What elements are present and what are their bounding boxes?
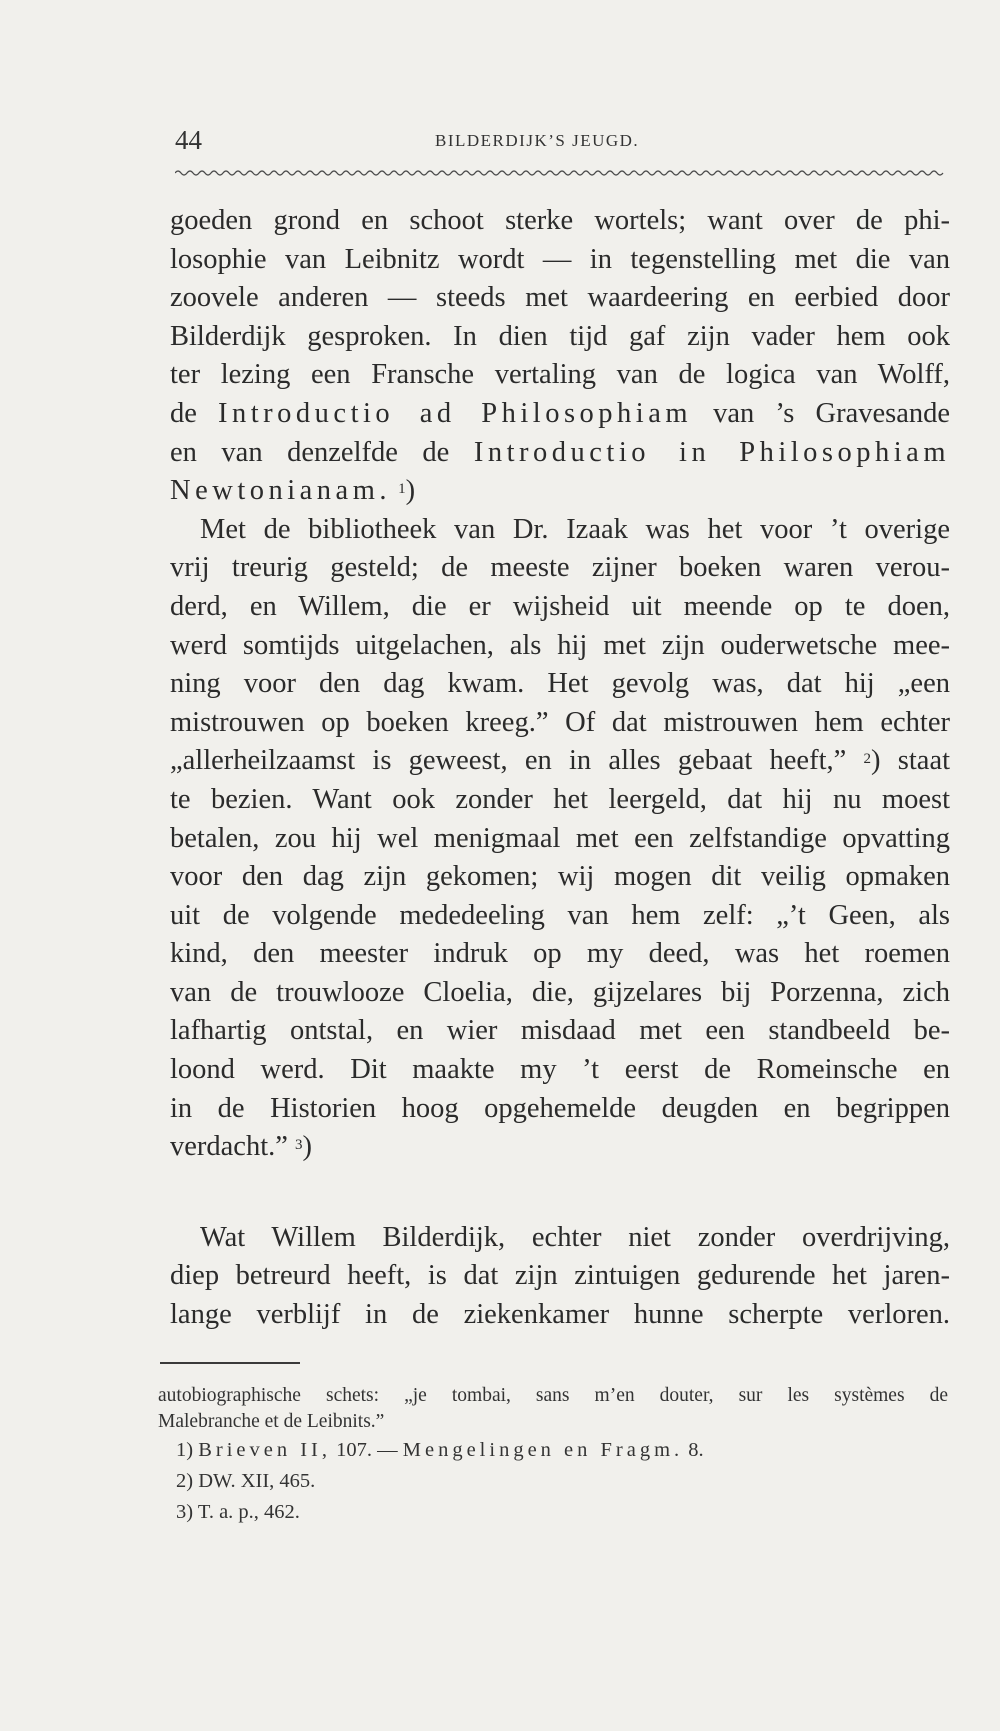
body-line: betalen, zou hij wel menigmaal met een zelfstandige opvatting bbox=[170, 822, 950, 854]
text-segment: ) bbox=[302, 1131, 313, 1163]
body-line: Wat Willem Bilderdijk, echter niet zonder overdrijving, bbox=[200, 1221, 950, 1253]
text-segment: verdacht.” bbox=[170, 1131, 288, 1163]
body-line: Bilderdijk gesproken. In dien tijd gaf zijn vader hem ook bbox=[170, 320, 950, 352]
body-line: lange verblijf in de ziekenkamer hunne scherpte verloren. bbox=[170, 1299, 950, 1331]
footnotes bbox=[158, 1383, 948, 1528]
footnote-1 bbox=[158, 1435, 948, 1466]
text-segment: ) bbox=[405, 475, 416, 507]
body-line: voor den dag zijn gekomen; wij mogen dit veilig opmaken bbox=[170, 861, 950, 893]
body-line: uit de volgende mededeeling van hem zelf: „’t Geen, als bbox=[170, 899, 950, 931]
body-line: van de trouwlooze Cloelia, die, gijzelares bij Porzenna, zich bbox=[170, 976, 950, 1008]
footnote-2: 2) DW. XII, 465. bbox=[176, 1470, 316, 1492]
running-head bbox=[175, 125, 945, 165]
running-title: BILDERDIJK’S JEUGD. bbox=[435, 131, 640, 150]
spaced-title: Newtonianam. bbox=[170, 475, 391, 507]
body-line bbox=[170, 1128, 950, 1167]
footnote-label: 1) bbox=[176, 1439, 194, 1461]
body-line: losophie van Leibnitz wordt — in tegenstelling met die van bbox=[170, 243, 950, 275]
footnote-continuation: Malebranche et de Leibnits.” bbox=[158, 1411, 385, 1432]
body-line: in de Historien hoog opgehemelde deugden en begrippen bbox=[170, 1092, 950, 1124]
body-line: ter lezing een Fransche vertaling van de logica van Wolff, bbox=[170, 359, 950, 391]
page-number: 44 bbox=[175, 125, 202, 155]
text-segment: 8. bbox=[688, 1439, 704, 1461]
text-segment: de bbox=[170, 397, 197, 429]
body-line: goeden grond en schoot sterke wortels; want over de phi- bbox=[170, 205, 950, 236]
footnote-ref: 3 bbox=[295, 1137, 303, 1154]
body-line: kind, den meester indruk op my deed, was het roemen bbox=[170, 938, 950, 970]
footnote-ref: 1 bbox=[398, 481, 406, 498]
text-segment: en van denzelfde de bbox=[170, 436, 450, 468]
footnote-continuation: autobiographische schets: „je tombai, sans m’en douter, sur les systèmes de bbox=[158, 1385, 948, 1406]
spaced-title: Brieven II, bbox=[198, 1439, 331, 1461]
footnote-ref: 2 bbox=[863, 751, 872, 768]
spaced-title: Introductio ad Philosophiam bbox=[218, 397, 693, 429]
body-text bbox=[170, 202, 950, 1335]
body-line: lafhartig ontstal, en wier misdaad met een standbeeld be- bbox=[170, 1015, 950, 1047]
wavy-head-rule bbox=[175, 168, 945, 178]
body-line: Met de bibliotheek van Dr. Izaak was het voor ’t overige bbox=[200, 513, 950, 545]
footnote-3: 3) T. a. p., 462. bbox=[176, 1501, 300, 1523]
body-line: diep betreurd heeft, is dat zijn zintuigen gedurende het jaren- bbox=[170, 1260, 950, 1292]
body-line: mistrouwen op boeken kreeg.” Of dat mistrouwen hem echter bbox=[170, 706, 950, 738]
body-line: werd somtijds uitgelachen, als hij met zijn ouderwetsche mee- bbox=[170, 629, 950, 661]
body-line bbox=[170, 395, 950, 434]
body-line bbox=[170, 434, 950, 473]
text-segment: ) staat bbox=[871, 745, 951, 777]
body-line: zoovele anderen — steeds met waardeering en eerbied door bbox=[170, 282, 950, 314]
spaced-title: Mengelingen en Fragm. bbox=[402, 1439, 684, 1461]
body-line: loond werd. Dit maakte my ’t eerst de Romeinsche en bbox=[170, 1054, 950, 1086]
body-line bbox=[170, 472, 950, 511]
body-line: ning voor den dag kwam. Het gevolg was, dat hij „een bbox=[170, 668, 950, 700]
text-segment: 107. — bbox=[336, 1439, 398, 1461]
body-line: te bezien. Want ook zonder het leergeld, dat hij nu moest bbox=[170, 783, 950, 815]
footnote-rule bbox=[160, 1362, 300, 1364]
body-line bbox=[170, 742, 950, 781]
spaced-title: Introductio in Philosophiam bbox=[473, 436, 950, 468]
paragraph-gap bbox=[170, 1167, 950, 1219]
text-segment: van ’s Gravesande bbox=[713, 397, 951, 429]
text-segment: „allerheilzaamst is geweest, en in alles gebaat heeft,” bbox=[170, 745, 847, 777]
body-line: derd, en Willem, die er wijsheid uit meende op te doen, bbox=[170, 590, 950, 622]
body-line: vrij treurig gesteld; de meeste zijner boeken waren verou- bbox=[170, 552, 950, 584]
